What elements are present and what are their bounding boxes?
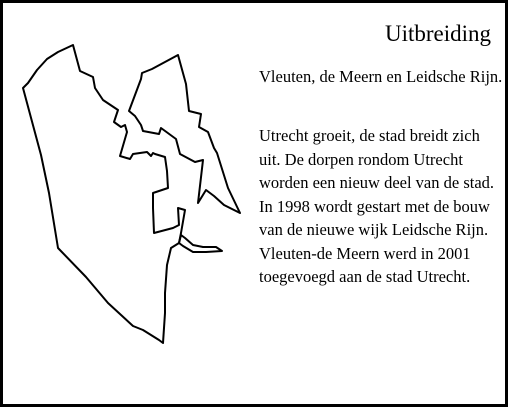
map-region-canal <box>179 235 222 252</box>
body-paragraph: Utrecht groeit, de stad breidt zich uit. De dorpen rondom Utrecht worden een nieuw deel van de stad. In 1998 wordt gestart met de bouw van de nieuwe wijk Leidsche Rijn. Vleuten-de Meern werd in 2001 toegevoegd aan de stad Utrecht. <box>259 126 499 286</box>
map-region-main <box>23 45 185 343</box>
page-title: Uitbreiding <box>384 21 491 46</box>
subtitle: Vleuten, de Meern en Leidsche Rijn. <box>259 67 503 86</box>
map-region-north-east <box>129 55 240 213</box>
